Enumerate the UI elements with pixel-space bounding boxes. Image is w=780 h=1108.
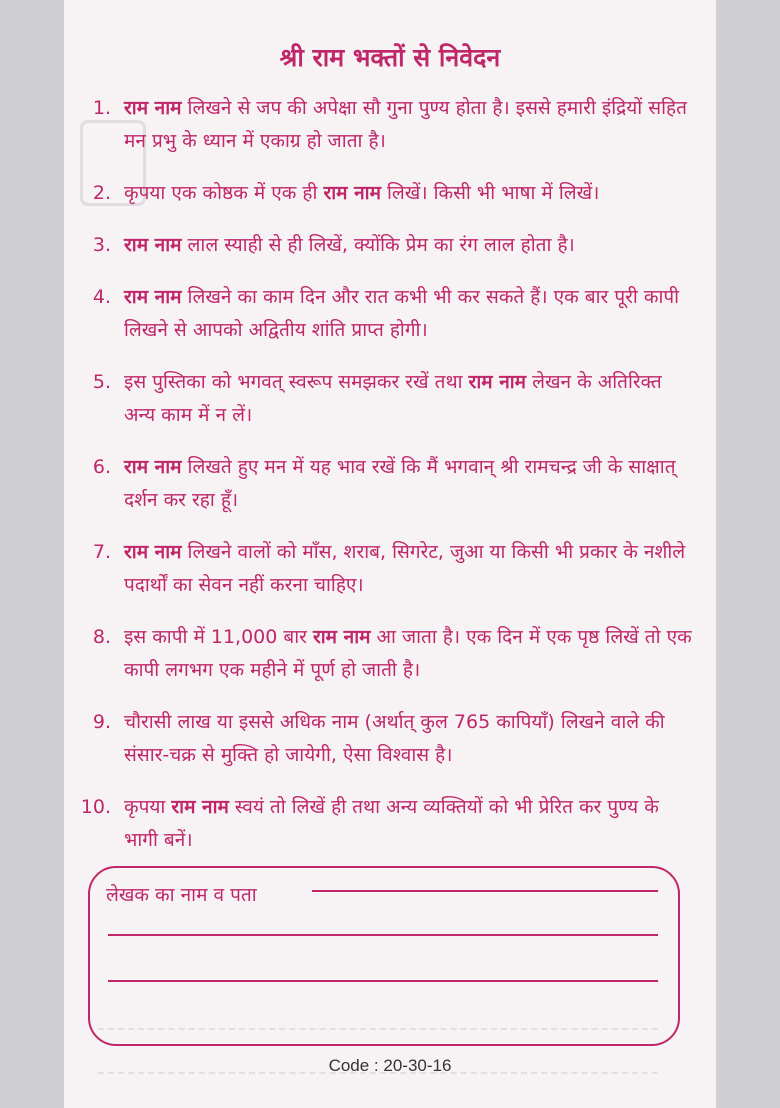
item-text-after: आ जाता है। एक दिन में एक पृष्ठ लिखें तो एक कापी लगभग एक महीने में पूर्ण हो जाती है। bbox=[124, 626, 692, 681]
item-text-before: कृपया bbox=[124, 796, 172, 818]
item-number: 10. bbox=[80, 796, 111, 818]
instruction-item bbox=[64, 791, 716, 857]
item-number: 7. bbox=[92, 541, 111, 563]
item-text-after: लेखन के अतिरिक्त अन्य काम में न लें। bbox=[124, 371, 662, 426]
instruction-item bbox=[64, 536, 716, 602]
writer-address-box bbox=[88, 866, 680, 1046]
item-text-bold: राम नाम bbox=[124, 97, 182, 119]
product-code: Code : 20-30-16 bbox=[328, 1056, 452, 1075]
item-number: 4. bbox=[92, 286, 111, 308]
item-text-bold: राम नाम bbox=[171, 796, 229, 818]
item-number: 6. bbox=[92, 456, 111, 478]
item-number: 9. bbox=[92, 711, 111, 733]
item-number: 2. bbox=[92, 182, 111, 204]
instruction-item bbox=[64, 177, 716, 210]
instruction-item bbox=[64, 706, 716, 772]
item-text-after: लिखने का काम दिन और रात कभी भी कर सकते हैं। एक बार पूरी कापी लिखने से आपको अद्वितीय शांति प्राप्त होगी। bbox=[124, 286, 680, 341]
item-text-after: लिखें। किसी भी भाषा में लिखें। bbox=[380, 182, 600, 204]
booklet-page bbox=[64, 0, 716, 1108]
item-text-after: लाल स्याही से ही लिखें, क्योंकि प्रेम का रंग लाल होता है। bbox=[181, 234, 575, 256]
instruction-list bbox=[64, 92, 716, 876]
item-text-bold: राम नाम bbox=[468, 371, 527, 393]
item-text-before: कृपया एक कोष्ठक में एक ही bbox=[124, 182, 324, 204]
item-text-after: स्वयं तो लिखें ही तथा अन्य व्यक्तियों को भी प्रेरित कर पुण्य के भागी बनें। bbox=[124, 796, 659, 851]
item-text-bold: राम नाम bbox=[124, 234, 182, 256]
writer-name-address-label: लेखक का नाम व पता bbox=[106, 884, 257, 906]
instruction-item bbox=[64, 621, 716, 687]
instruction-item bbox=[64, 366, 716, 432]
item-text-bold: राम नाम bbox=[124, 456, 182, 478]
instruction-item bbox=[64, 451, 716, 517]
instruction-item bbox=[64, 281, 716, 347]
item-text-bold: राम नाम bbox=[323, 182, 381, 204]
item-text-before: इस पुस्तिका को भगवत् स्वरूप समझकर रखें तथा bbox=[124, 371, 469, 393]
bleed-through-text bbox=[98, 1028, 658, 1030]
instruction-item bbox=[64, 92, 716, 158]
address-write-line-2 bbox=[108, 980, 658, 982]
instruction-item bbox=[64, 229, 716, 262]
item-text-before: इस कापी में 11,000 बार bbox=[124, 626, 313, 648]
item-text-bold: राम नाम bbox=[124, 286, 182, 308]
item-text-after: लिखने से जप की अपेक्षा सौ गुना पुण्य होता है। इससे हमारी इंद्रियों सहित मन प्रभु के ध्यान में एकाग्र हो जाता है। bbox=[124, 97, 687, 152]
item-text-bold: राम नाम bbox=[124, 541, 182, 563]
item-number: 3. bbox=[92, 234, 111, 256]
item-text-after: लिखते हुए मन में यह भाव रखें कि मैं भगवान् श्री रामचन्द्र जी के साक्षात् दर्शन कर रहा हूँ। bbox=[124, 456, 676, 511]
item-text-before: चौरासी लाख या इससे अधिक नाम (अर्थात् कुल 765 कापियाँ) लिखने वाले की संसार-चक्र से मुक्ति हो जायेगी, ऐसा विश्वास है। bbox=[124, 711, 665, 766]
item-text-bold: राम नाम bbox=[312, 626, 371, 648]
item-number: 1. bbox=[92, 97, 111, 119]
item-number: 5. bbox=[92, 371, 111, 393]
name-write-line bbox=[312, 890, 658, 892]
address-write-line-1 bbox=[108, 934, 658, 936]
item-text-after: लिखने वालों को माँस, शराब, सिगरेट, जुआ या किसी भी प्रकार के नशीले पदार्थों का सेवन नहीं करना चाहिए। bbox=[124, 541, 686, 596]
item-number: 8. bbox=[92, 626, 111, 648]
page-title: श्री राम भक्तों से निवेदन bbox=[279, 43, 501, 72]
